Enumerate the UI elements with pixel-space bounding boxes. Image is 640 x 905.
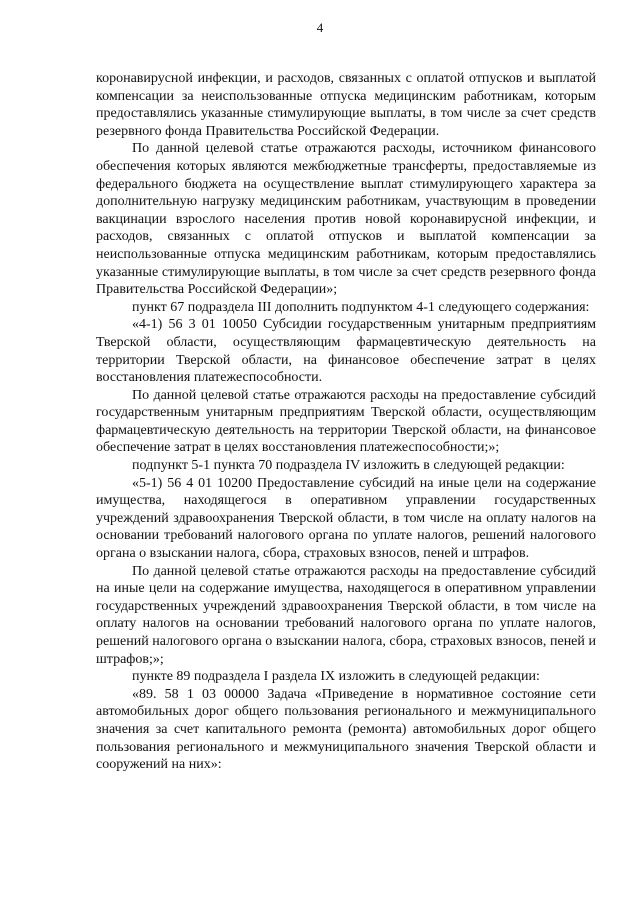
paragraph-amendment-subpoint-5-1: подпункт 5-1 пункта 70 подраздела IV изложить в следующей редакции: — [132, 458, 565, 474]
paragraph-continuation: коронавирусной инфекции, и расходов, связанных с оплатой отпусков и выплатой компенсации за неиспользованные отпуска медицинским работникам, которым предоставлялись указанные стимулирующие выплаты, в том числе за счет средств резервного фонда Правительства Российской Федерации. — [96, 71, 596, 139]
paragraph-amendment-point-89: пункте 89 подраздела I раздела IX изложить в следующей редакции: — [132, 669, 540, 685]
document-body — [96, 70, 596, 774]
page-number: 4 — [316, 20, 324, 35]
paragraph-point-89: «89. 58 1 03 00000 Задача «Приведение в нормативное состояние сети автомобильных дорог общего пользования регионального и межмуниципального значения за счет капитального ремонта (ремонта) автомобильных дорог общего пользования регионального и межмуниципального значения Тверской области и сооружений на них»: — [96, 686, 596, 773]
paragraph-target-article-description: По данной целевой статье отражаются расходы, источником финансового обеспечения которых являются межбюджетные трансферты, предоставляемые из федерального бюджета на осуществление выплат стимулирующего характера за дополнительную нагрузку медицинским работникам, участвующим в проведении вакцинации взрослого населения против новой коронавирусной инфекции, и расходов, связанных с оплатой отпусков и выплатой компенсации за неиспользованные отпуска медицинским работникам, которым предоставлялись указанные стимулирующие выплаты, в том числе за счет средств резервного фонда Правительства Российской Федерации»; — [96, 141, 596, 298]
paragraph-subpoint-4-1: «4-1) 56 3 01 10050 Субсидии государственным унитарным предприятиям Тверской области, осуществляющим фармацевтическую деятельность на территории Тверской области, на финансовое обеспечение затрат в целях восстановления платежеспособности. — [96, 317, 596, 386]
paragraph-subpoint-5-1: «5-1) 56 4 01 10200 Предоставление субсидий на иные цели на содержание имущества, находящегося в оперативном управлении государственных учреждений здравоохранения Тверской области, в том числе на оплату налогов на основании требований налогового органа по уплате налогов, решений налогового органа о взыскании налога, сбора, страховых взносов, пеней и штрафов. — [96, 475, 596, 562]
paragraph-subpoint-4-1-description: По данной целевой статье отражаются расходы на предоставление субсидий государственным унитарным предприятиям Тверской области, осуществляющим фармацевтическую деятельность на территории Тверской области, на финансовое обеспечение затрат в целях восстановления платежеспособности;»; — [96, 387, 596, 456]
paragraph-subpoint-5-1-description: По данной целевой статье отражаются расходы на предоставление субсидий на иные цели на содержание имущества, находящегося в оперативном управлении государственных учреждений здравоохранения Тверской области, в том числе на оплату налогов на основании требований налогового органа по уплате налогов, решений налогового органа о взыскании налога, сбора, страховых взносов, пеней и штрафов;»; — [96, 563, 596, 667]
paragraph-amendment-point-67: пункт 67 подраздела III дополнить подпунктом 4-1 следующего содержания: — [132, 299, 590, 315]
